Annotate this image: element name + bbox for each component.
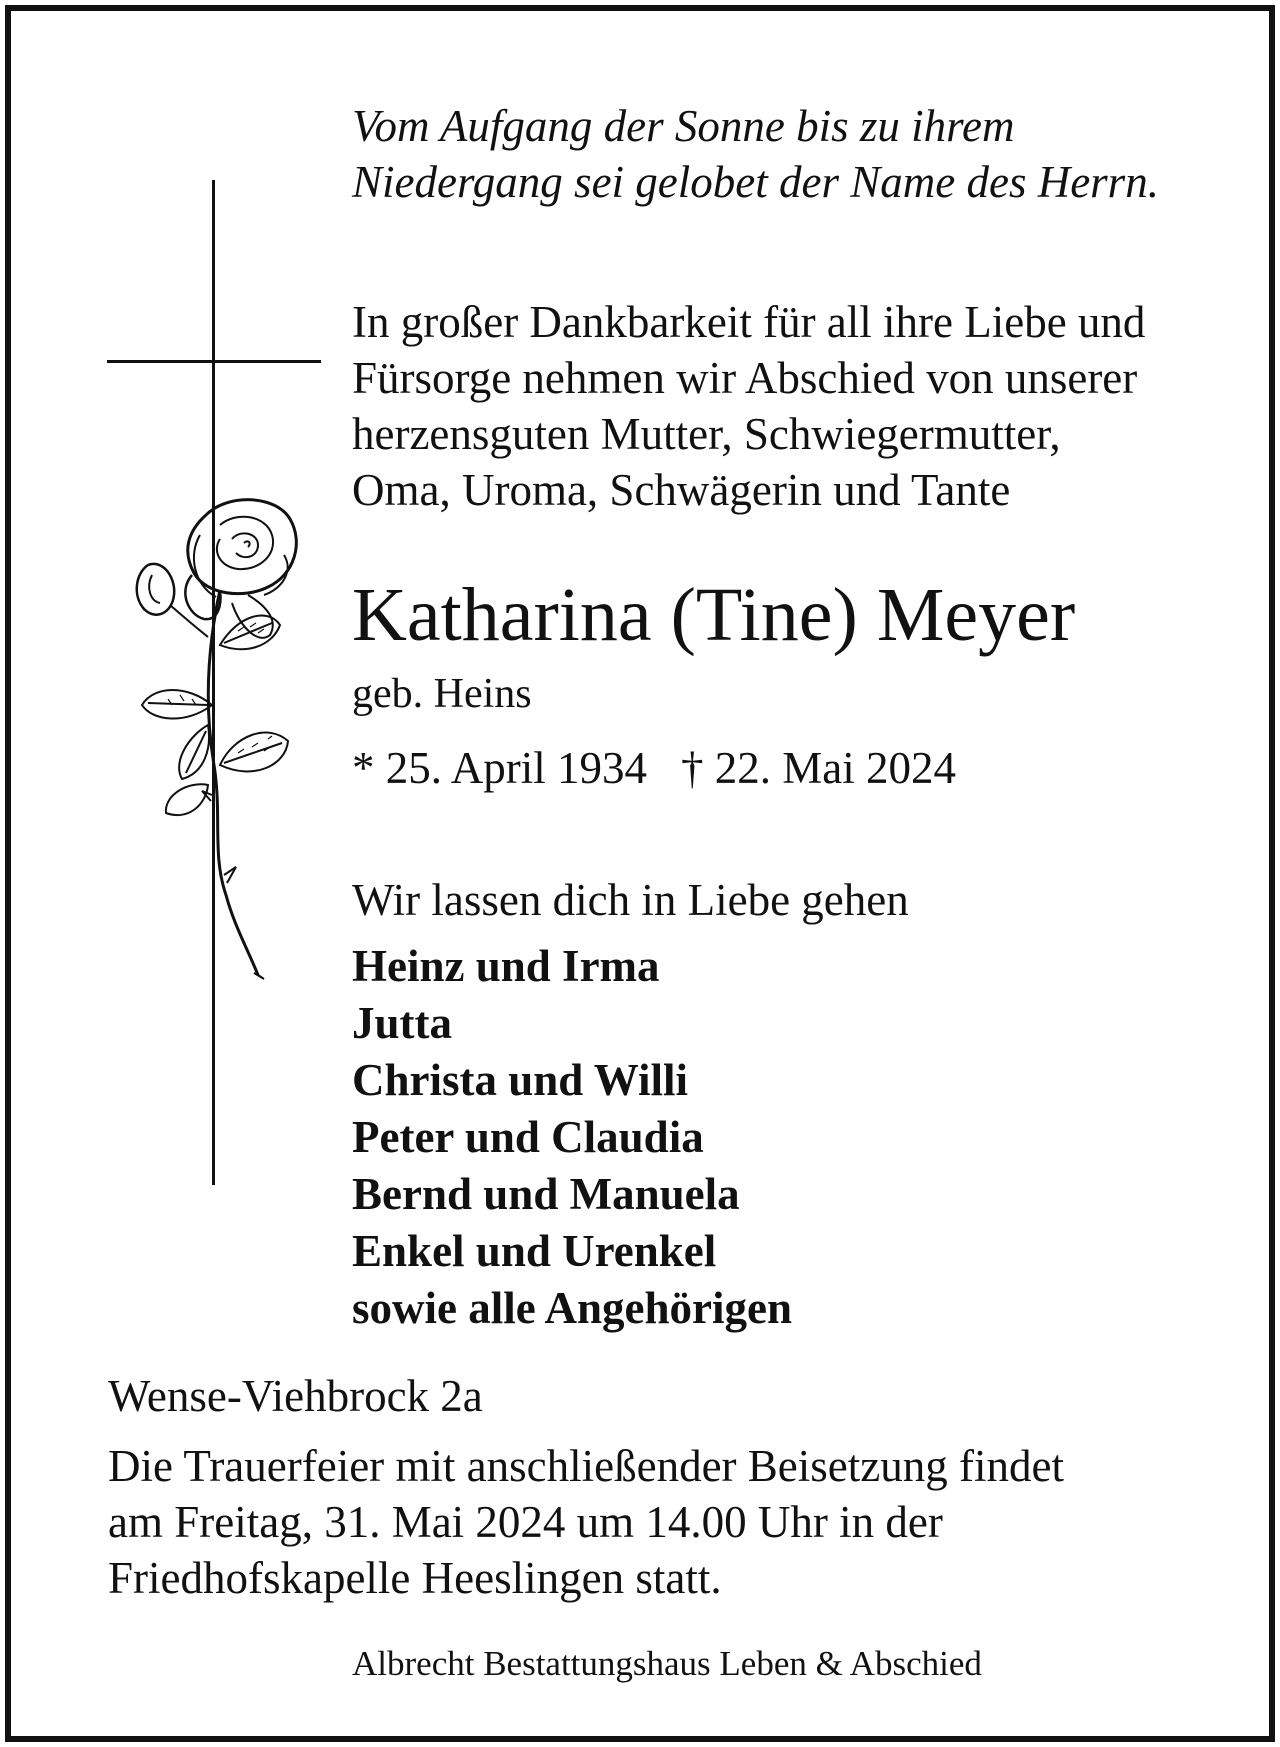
list-item: sowie alle Angehörigen xyxy=(352,1283,792,1333)
farewell-line: Wir lassen dich in Liebe gehen xyxy=(352,875,909,925)
list-item: Heinz und Irma xyxy=(352,941,660,991)
service-line: Die Trauerfeier mit anschließender Beisetzung findet xyxy=(108,1441,1064,1491)
list-item: Peter und Claudia xyxy=(352,1112,704,1162)
address: Wense-Viehbrock 2a xyxy=(108,1371,483,1421)
maiden-name: geb. Heins xyxy=(352,671,532,717)
birth-date: * 25. April 1934 xyxy=(352,743,648,793)
life-dates xyxy=(352,740,956,796)
service-announcement xyxy=(108,1438,1228,1606)
list-item: Jutta xyxy=(352,998,452,1048)
intro-line: Oma, Uroma, Schwägerin und Tante xyxy=(352,465,1011,515)
intro-line: herzensguten Mutter, Schwiegermutter, xyxy=(352,409,1061,459)
rose-icon xyxy=(108,495,318,985)
mourners-list xyxy=(352,938,792,1337)
intro-text xyxy=(352,294,1252,518)
list-item: Enkel und Urenkel xyxy=(352,1226,717,1276)
quote-line: Vom Aufgang der Sonne bis zu ihrem xyxy=(352,101,1015,151)
cross-bar xyxy=(107,360,321,363)
undertaker-name: Albrecht Bestattungshaus Leben & Abschied xyxy=(352,1644,982,1683)
service-line: am Freitag, 31. Mai 2024 um 14.00 Uhr in der xyxy=(108,1497,943,1547)
list-item: Christa und Willi xyxy=(352,1055,688,1105)
quote-line: Niedergang sei gelobet der Name des Herrn. xyxy=(352,157,1159,207)
intro-line: Fürsorge nehmen wir Abschied von unserer xyxy=(352,353,1138,403)
service-line: Friedhofskapelle Heeslingen statt. xyxy=(108,1553,722,1603)
list-item: Bernd und Manuela xyxy=(352,1169,740,1219)
deceased-name: Katharina (Tine) Meyer xyxy=(352,573,1076,657)
death-date: † 22. Mai 2024 xyxy=(681,743,957,793)
intro-line: In großer Dankbarkeit für all ihre Liebe und xyxy=(352,297,1146,347)
bible-quote xyxy=(352,98,1252,210)
